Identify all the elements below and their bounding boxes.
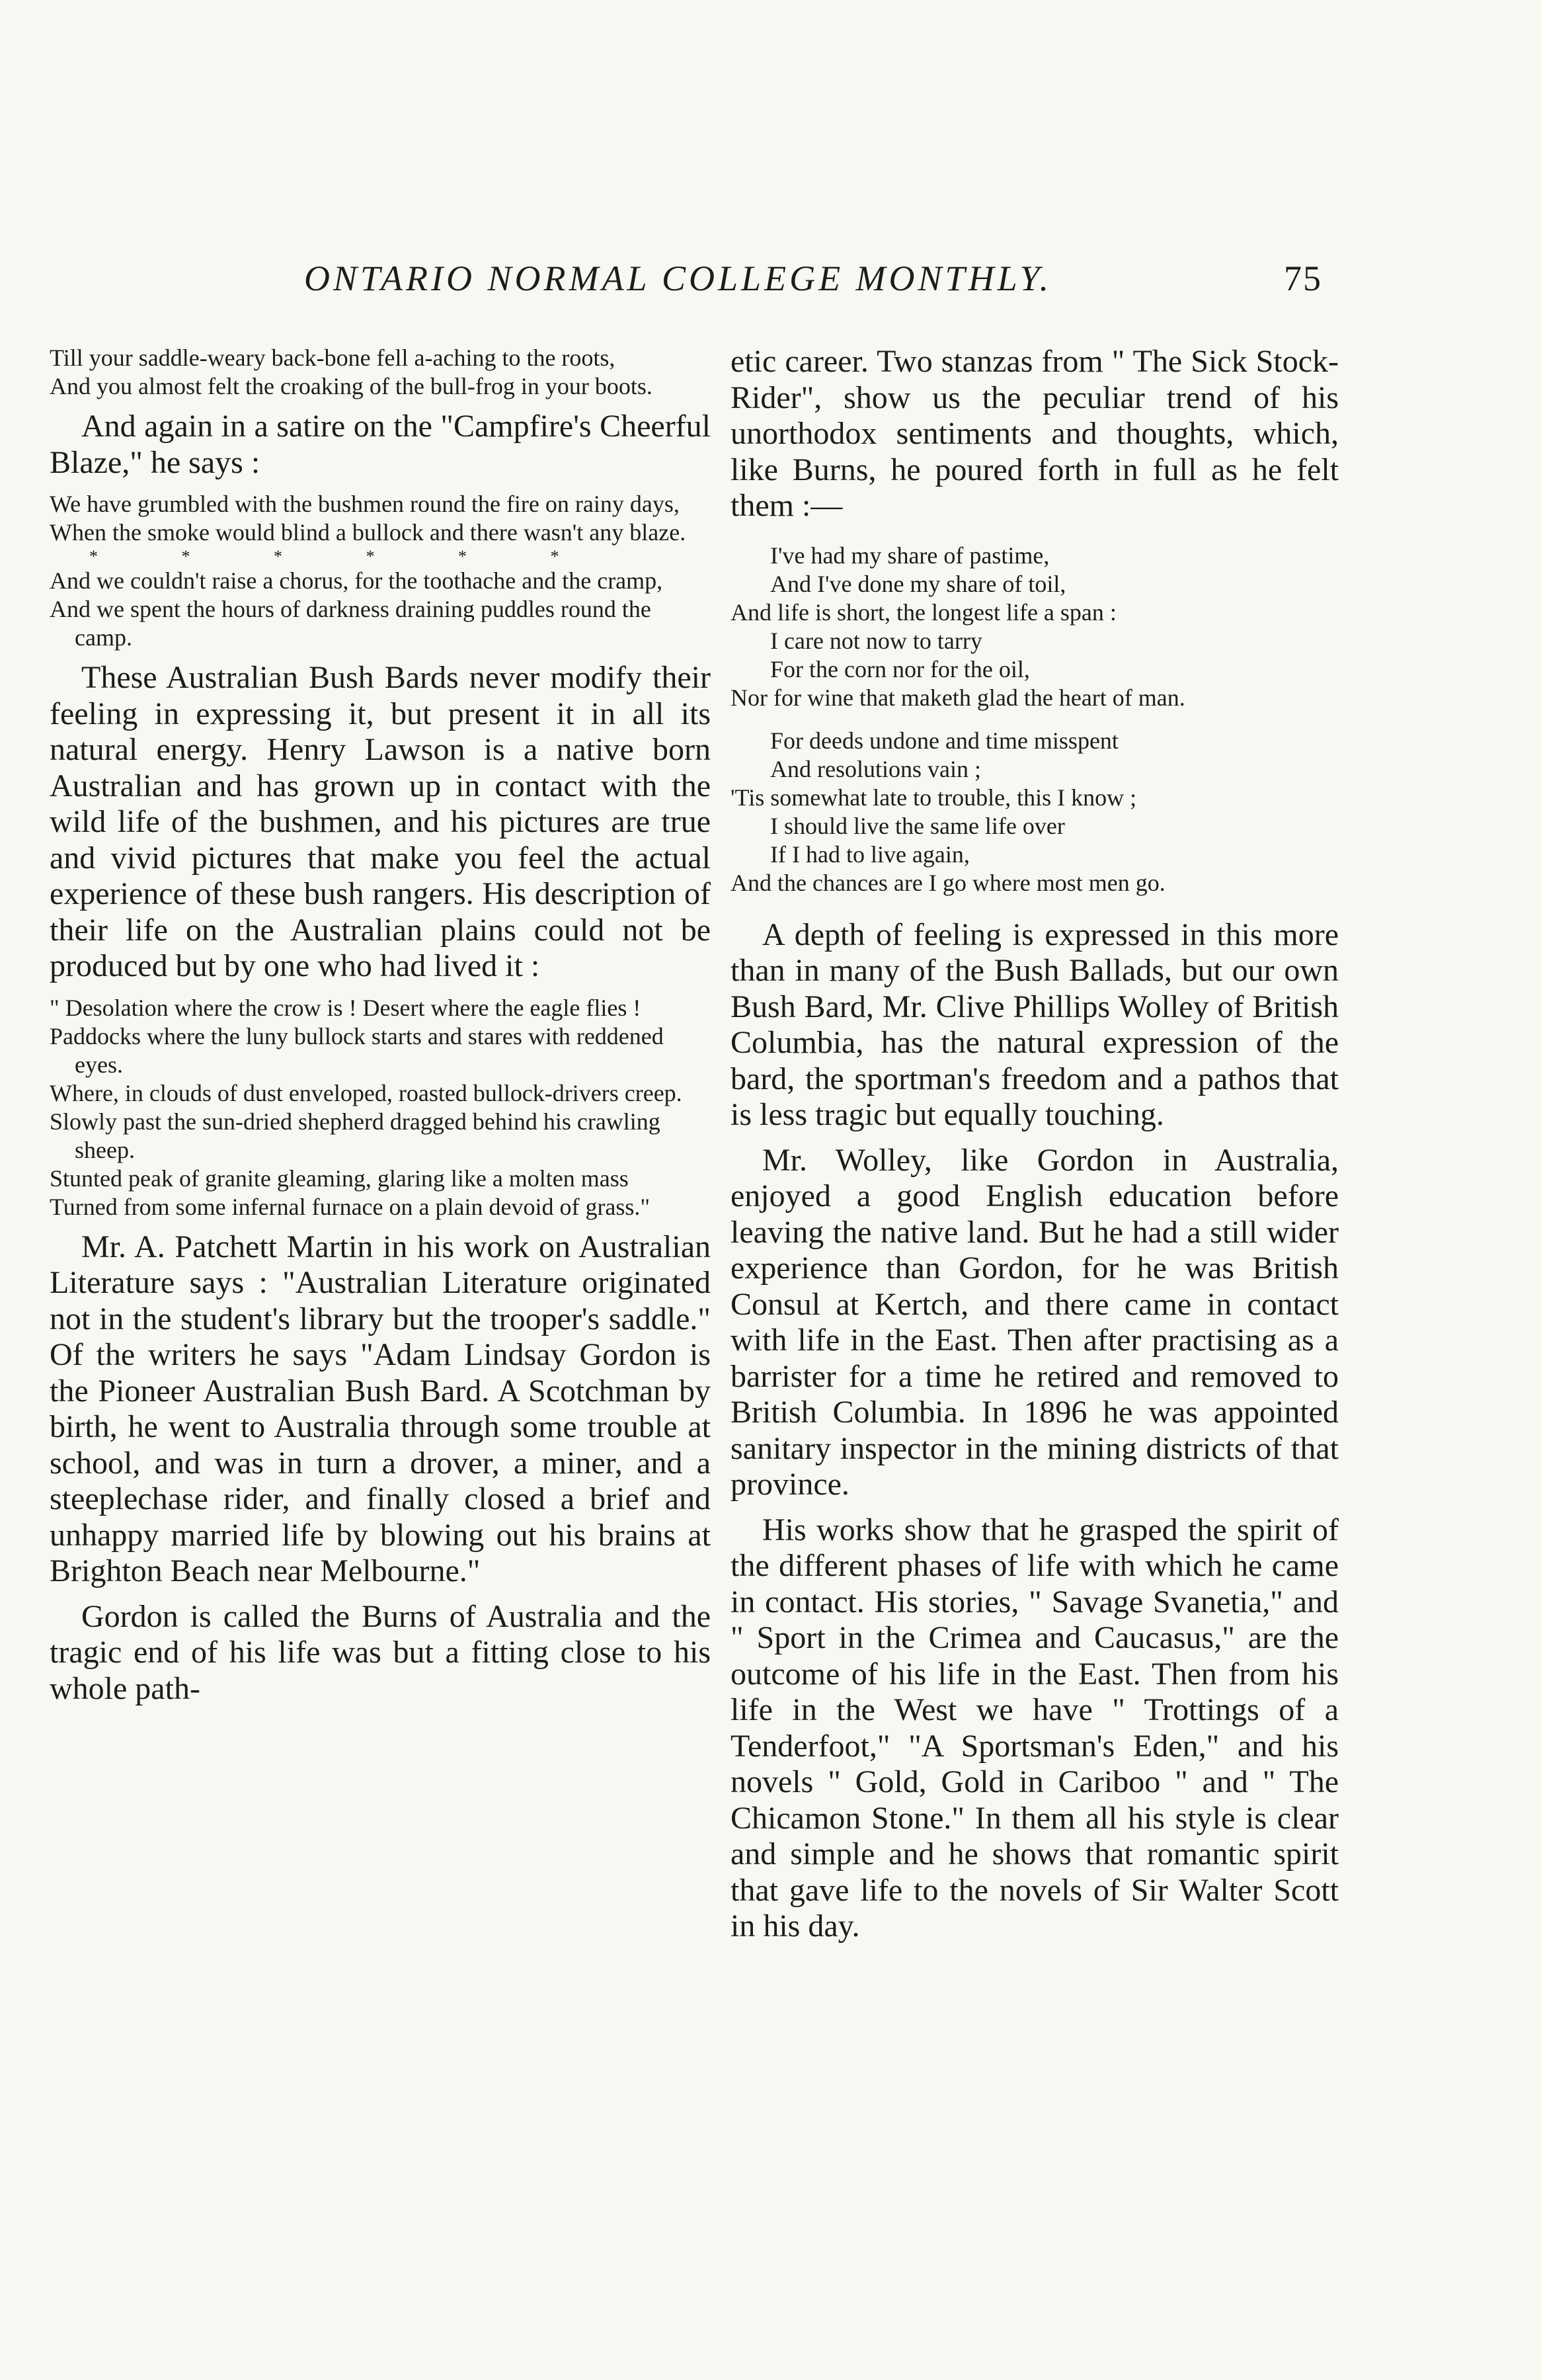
verse-line: And we couldn't raise a chorus, for the toothache and the cramp,: [50, 567, 663, 594]
verse-line: For deeds undone and time misspent: [770, 727, 1119, 754]
verse-line: Turned from some infernal furnace on a plain devoid of grass.": [50, 1193, 651, 1220]
verse-line: Till your saddle-weary back-bone fell a-aching to the roots,: [50, 345, 615, 371]
verse-line: Slowly past the sun-dried shepherd dragged behind his crawling sheep.: [50, 1108, 660, 1163]
paragraph: Mr. A. Patchett Martin in his work on Australian Literature says : "Australian Literature originated not in the student's library but the trooper's saddle." Of the writers he says "Adam Lindsay Gordon is the Pioneer Australian Bush Bard. A Scotchman by birth, he went to Australia through some trouble at school, and was in turn a drover, a miner, and a steeplechase rider, and finally closed a brief and unhappy married life by blowing out his brains at Brighton Beach near Melbourne.": [50, 1229, 711, 1588]
verse-line: And you almost felt the croaking of the bull-frog in your boots.: [50, 373, 652, 399]
verse-line: And resolutions vain ;: [770, 755, 981, 782]
verse-block: [50, 344, 711, 401]
paragraph: etic career. Two stanzas from " The Sick Stock-Rider", show us the peculiar trend of his unorthodox sentiments and thoughts, which, like Burns, he poured forth in full as he felt them :—: [731, 344, 1339, 523]
right-column: [731, 344, 1339, 1954]
paragraph: His works show that he grasped the spirit of the different phases of life with which he came in contact. His stories, " Savage Svanetia," and " Sport in the Crimea and Caucasus," are the outcome of his life in the East. Then from his life in the West we have " Trottings of a Tenderfoot," "A Sportsman's Eden," and his novels " Gold, Gold in Cariboo " and " The Chicamon Stone." In them all his style is clear and simple and he shows that romantic spirit that gave life to the novels of Sir Walter Scott in his day.: [731, 1512, 1339, 1944]
verse-line: I care not now to tarry: [770, 627, 982, 654]
verse-line: And life is short, the longest life a span :: [731, 598, 1117, 626]
verse-line: When the smoke would blind a bullock and there wasn't any blaze.: [50, 519, 686, 546]
verse-line: I should live the same life over: [770, 812, 1065, 839]
paragraph: And again in a satire on the "Campfire's Cheerful Blaze," he says :: [50, 409, 711, 480]
left-column: [50, 344, 711, 1716]
running-title: ONTARIO NORMAL COLLEGE MONTHLY.: [304, 259, 1052, 298]
verse-line: And I've done my share of toil,: [770, 570, 1066, 597]
verse-block: [50, 490, 711, 652]
verse-line: Nor for wine that maketh glad the heart of man.: [731, 684, 1185, 711]
ellipsis-stars: * * * * * *: [89, 547, 599, 566]
verse-line: For the corn nor for the oil,: [770, 655, 1030, 682]
paragraph: Gordon is called the Burns of Australia and the tragic end of his life was but a fitting close to his whole path-: [50, 1598, 711, 1706]
verse-line: And we spent the hours of darkness draining puddles round the camp.: [50, 596, 651, 651]
verse-block: [50, 994, 711, 1221]
verse-line: 'Tis somewhat late to trouble, this I know ;: [731, 784, 1137, 811]
verse-line: If I had to live again,: [770, 841, 970, 868]
verse-line: I've had my share of pastime,: [770, 542, 1050, 569]
paragraph: A depth of feeling is expressed in this more than in many of the Bush Ballads, but our own Bush Bard, Mr. Clive Phillips Wolley of British Columbia, has the natural expression of the bard, the sportman's freedom and a pathos that is less tragic but equally touching.: [731, 917, 1339, 1132]
page-header: [291, 258, 1322, 311]
verse-block: [731, 542, 1339, 712]
verse-line: " Desolation where the crow is ! Desert where the eagle flies !: [50, 994, 641, 1021]
paragraph: Mr. Wolley, like Gordon in Australia, enjoyed a good English education before leaving the native land. But he had a still wider experience than Gordon, for he was British Consul at Kertch, and there came in contact with life in the East. Then after practising as a barrister for a time he retired and removed to British Columbia. In 1896 he was appointed sanitary inspector in the mining districts of that province.: [731, 1142, 1339, 1502]
verse-line: Paddocks where the luny bullock starts and stares with reddened eyes.: [50, 1022, 664, 1078]
verse-line: Where, in clouds of dust enveloped, roasted bullock-drivers creep.: [50, 1079, 682, 1106]
verse-line: Stunted peak of granite gleaming, glaring like a molten mass: [50, 1165, 629, 1192]
verse-block: [731, 727, 1339, 897]
verse-line: And the chances are I go where most men go.: [731, 869, 1166, 896]
paragraph: These Australian Bush Bards never modify their feeling in expressing it, but present it in all its natural energy. Henry Lawson is a native born Australian and has grown up in contact with the wild life of the bushmen, and his pictures are true and vivid pictures that make you feel the actual experience of these bush rangers. His description of their life on the Australian plains could not be produced but by one who had lived it :: [50, 660, 711, 983]
page-number: 75: [1284, 259, 1322, 298]
verse-line: We have grumbled with the bushmen round the fire on rainy days,: [50, 491, 680, 517]
